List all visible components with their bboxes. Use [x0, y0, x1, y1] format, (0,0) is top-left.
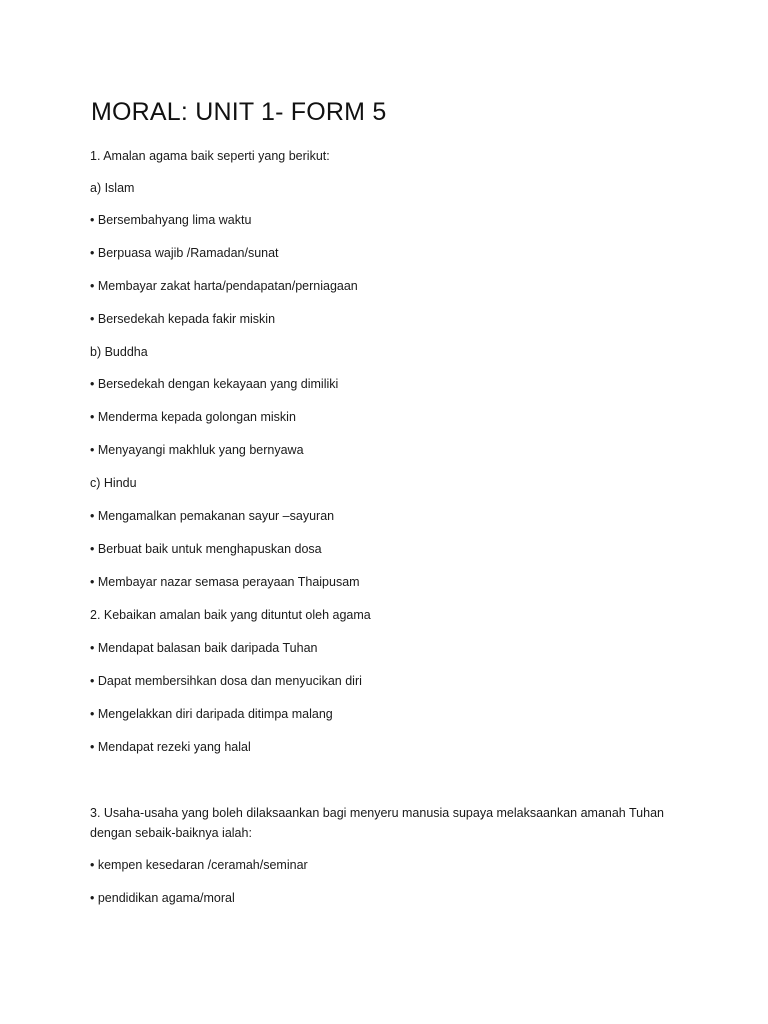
bullet-item: • Mengelakkan diri daripada ditimpa malang — [90, 704, 690, 724]
bullet-item: • Bersembahyang lima waktu — [90, 210, 690, 230]
bullet-item: • Dapat membersihkan dosa dan menyucikan diri — [90, 671, 690, 691]
bullet-item: • Membayar zakat harta/pendapatan/perniagaan — [90, 276, 690, 296]
bullet-item: • Menyayangi makhluk yang bernyawa — [90, 440, 690, 460]
bullet-item: • pendidikan agama/moral — [90, 888, 690, 908]
section-heading: a) Islam — [90, 181, 135, 195]
question-heading: 2. Kebaikan amalan baik yang dituntut oleh agama — [90, 608, 371, 622]
bullet-item: • Berpuasa wajib /Ramadan/sunat — [90, 243, 690, 263]
bullet-item: • Mendapat rezeki yang halal — [90, 737, 690, 757]
question-heading-continued: dengan sebaik-baiknya ialah: — [90, 826, 252, 840]
bullet-item: • kempen kesedaran /ceramah/seminar — [90, 855, 690, 875]
bullet-item: • Berbuat baik untuk menghapuskan dosa — [90, 539, 690, 559]
bullet-item: • Mengamalkan pemakanan sayur –sayuran — [90, 506, 690, 526]
question-heading: 1. Amalan agama baik seperti yang berikut: — [90, 149, 330, 163]
page-title: MORAL: UNIT 1- FORM 5 — [91, 98, 387, 126]
section-heading: c) Hindu — [90, 476, 137, 490]
bullet-item: • Menderma kepada golongan miskin — [90, 407, 690, 427]
bullet-item: • Membayar nazar semasa perayaan Thaipusam — [90, 572, 690, 592]
bullet-item: • Bersedekah kepada fakir miskin — [90, 309, 690, 329]
section-heading: b) Buddha — [90, 345, 148, 359]
question-heading: 3. Usaha-usaha yang boleh dilaksaankan bagi menyeru manusia supaya melaksaankan amanah Tuhan — [90, 806, 664, 820]
bullet-item: • Bersedekah dengan kekayaan yang dimiliki — [90, 374, 690, 394]
bullet-item: • Mendapat balasan baik daripada Tuhan — [90, 638, 690, 658]
